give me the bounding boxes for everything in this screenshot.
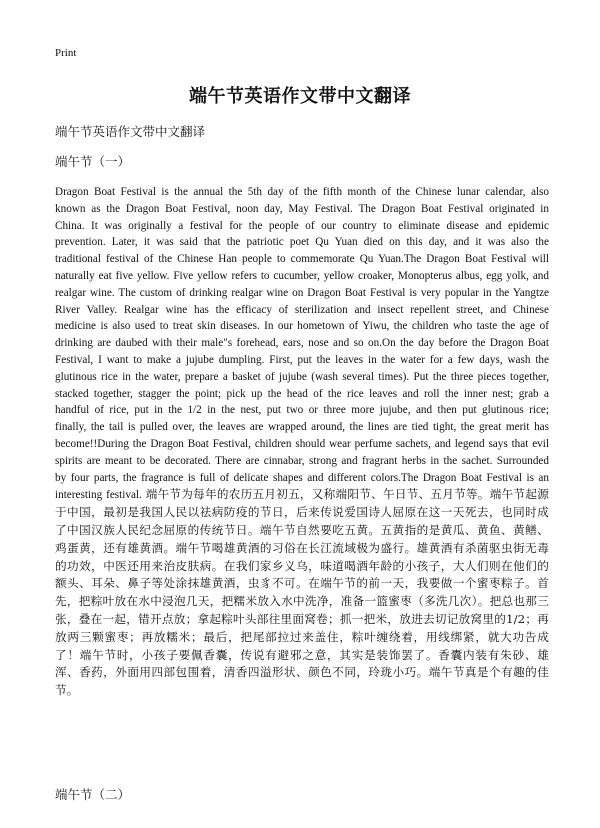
- section-heading-1: 端午节（一）: [55, 154, 131, 169]
- section-heading-2: 端午节（二）: [55, 787, 131, 802]
- section-1-english-text: Dragon Boat Festival is the annual the 5th day of the fifth month of the Chinese lunar calendar, also known as the Dragon Boat Festival, noon day, May Festival. The Dragon Boat Festival originated in China. It was originally a festival for the people of our country to eliminate disease and epidemic prevention. Later, it was said that the patriotic poet Qu Yuan died on this day, and it was also the traditional festival of the Chinese Han people to commemorate Qu Yuan.The Dragon Boat Festival will naturally eat five yellow. Five yellow refers to cucumber, yellow croaker, Monopterus albus, egg yolk, and realgar wine. The custom of drinking realgar wine on Dragon Boat Festival is very popular in the Yangtze River Valley. Realgar wine has the efficacy of sterilization and insect repellent street, and Chinese medicine is also used to treat skin diseases. In our hometown of Yiwu, the children who taste the age of drinking are daubed with their male"s forehead, ears, nose and so on.On the day before the Dragon Boat Festival, I want to make a jujube dumpling. First, put the leaves in the water for a few days, wash the glutinous rice in the water, prepare a basket of jujube (wash several times). Put the three pieces together, stacked together, stagger the point; pick up the head of the rice leaves and roll the inner nest; grab a handful of rice, put in the 1/2 in the nest, put two or three more jujube, and then put glutinous rice; finally, the tail is pulled over, the leaves are wrapped around, the lines are tied tight, the great merit has become!!During the Dragon Boat Festival, children should wear perfume sachets, and legend says that evil spirits are meant to be decorated. There are cinnabar, strong and fragrant herbs in the sachet. Surrounded by four parts, the fragrance is full of delicate shapes and different colors.The Dragon Boat Festival is an interesting festival.: [55, 186, 549, 502]
- section-1-chinese-text: 端午节为每年的农历五月初五，又称端阳节、午日节、五月节等。端午节起源于中国，最初是我国人民以祛病防疫的节日，后来传说爱国诗人屈原在这一天死去，也同时成了中国汉族人民纪念屈原的传统节日。端午节自然要吃五黄。五黄指的是黄瓜、黄鱼、黄鳝、鸡蛋黄，还有雄黄酒。端午节喝雄黄酒的习俗在长江流域极为盛行。雄黄酒有杀菌驱虫街无毒的功效，中医还用来治皮肤病。在我们家乡义乌，味道喝酒年龄的小孩子，大人们则在他们的额头、耳朵、鼻子等处涂抹雄黄酒，虫豸不可。在端午节的前一天，我要做一个蜜枣粽子。首先，把粽叶放在水中浸泡几天，把糯米放入水中洗净，准备一篮蜜枣（多洗几次）。把总也那三张，叠在一起，错开点放；拿起粽叶头部往里面窝卷；抓一把米，放进去切记放窝里的1/2；再放两三颗蜜枣；再放糯米；最后，把尾部拉过来盖住，粽叶缠绕着，用线绑紧，就大功告成了！端午节时，小孩子要佩香囊，传说有避邪之意，其实是装饰罢了。香囊内装有朱砂、雄浑、香药，外面用四部包围着，清香四溢形状、颜色不同，玲珑小巧。端午节真是个有趣的佳节。: [55, 487, 550, 698]
- page-title: 端午节英语作文带中文翻译: [189, 86, 411, 107]
- section-1-body: [55, 184, 549, 700]
- print-link[interactable]: Print: [55, 47, 77, 59]
- article-subtitle: 端午节英语作文带中文翻译: [55, 124, 206, 139]
